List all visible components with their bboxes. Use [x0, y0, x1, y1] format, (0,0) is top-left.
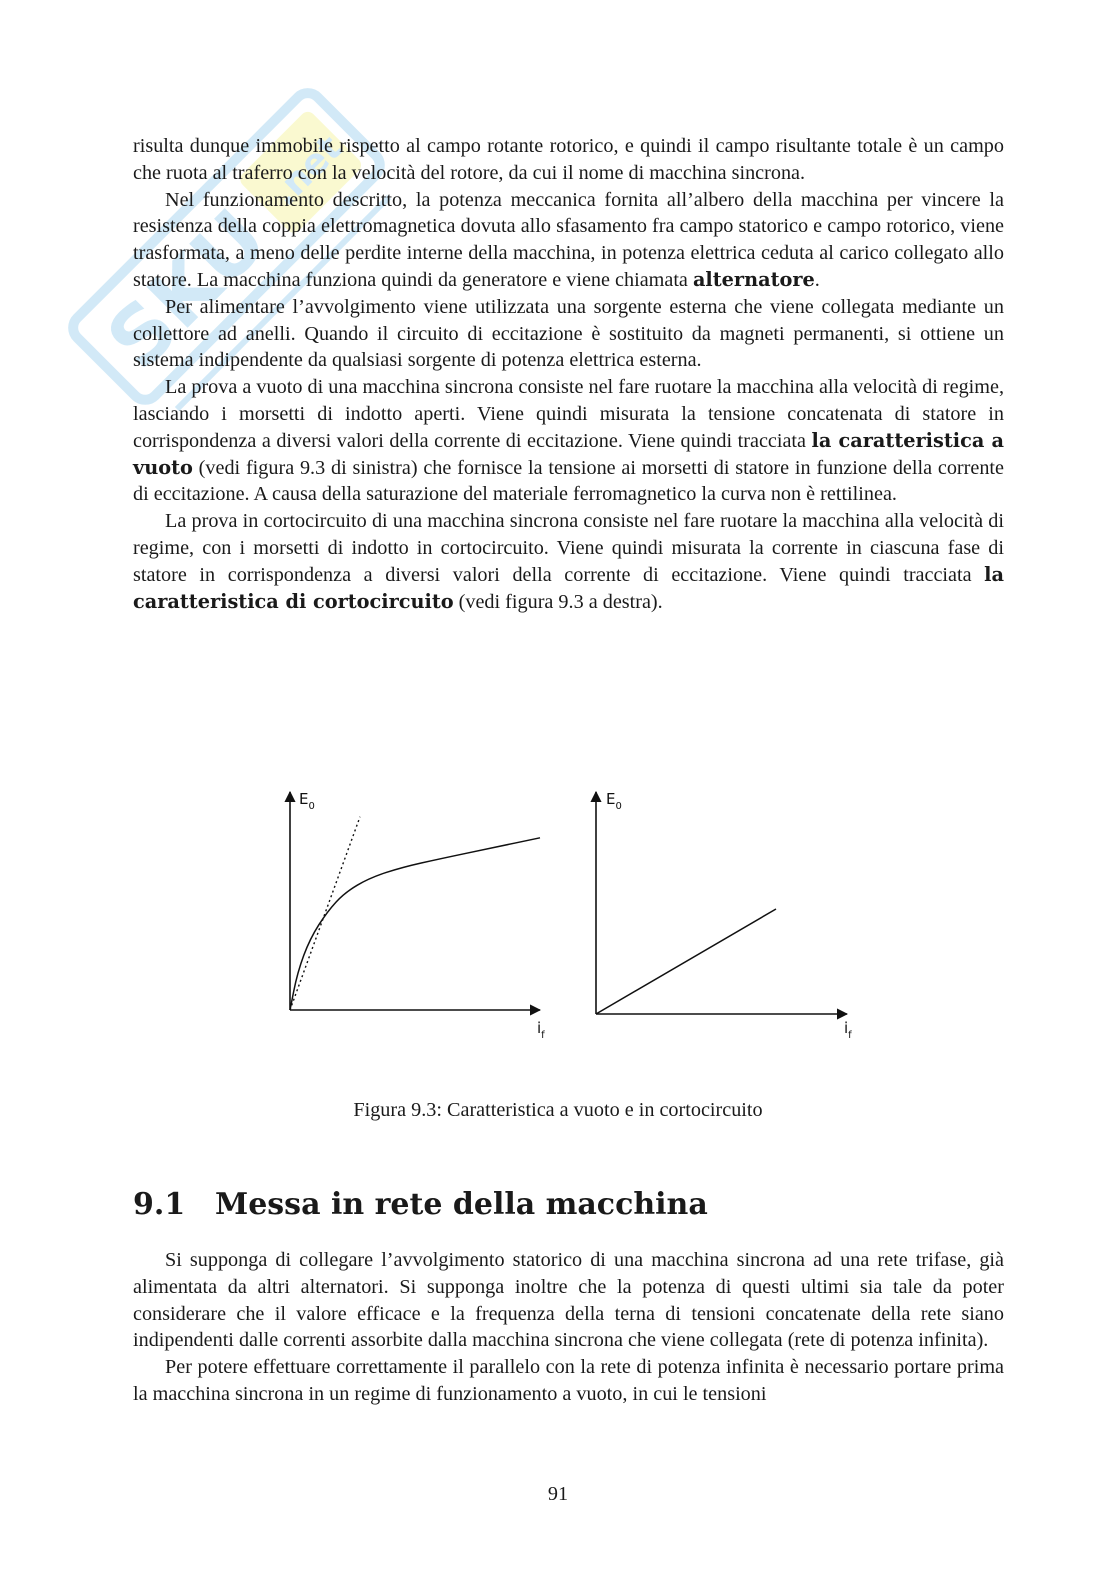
paragraph-4-text-a: La prova a vuoto di una macchina sincrona consiste nel fare ruotare la macchina alla velocità di regime, lasciando i morsetti di indotto aperti. Viene quindi misurata la tensione concatenata di statore in corrispondenza a diversi valori della corrente di eccitazione. Viene quindi tracciata — [133, 376, 1004, 452]
chart-right-y-label: $E_0$ — [606, 790, 622, 812]
chart-right-short-circuit — [596, 790, 852, 1041]
term-alternatore: alternatore — [692, 267, 815, 291]
paragraph-4-text-b: (vedi figura 9.3 di sinistra) che fornisce la tensione ai morsetti di statore in funzione della corrente di eccitazione. A causa della saturazione del materiale ferromagnetico la curva non è rettilinea. — [133, 456, 1004, 506]
term-caratteristica-cortocircuito: la caratteristica di cortocircuito — [133, 562, 1004, 613]
paragraph-5-text-b: (vedi figura 9.3 a destra). — [453, 590, 663, 613]
paragraph-1: risulta dunque immobile rispetto al campo rotante rotorico, e quindi il campo risultante totale è un campo che ruota al traferro con la velocità del rotore, da cui il nome di macchina sincrona. — [133, 135, 1004, 184]
chart-left-y-label: $E_0$ — [299, 790, 315, 812]
paragraph-5-text-a: La prova in cortocircuito di una macchina sincrona consiste nel fare ruotare la macchina alla velocità di regime, con i morsetti di indotto in cortocircuito. Viene quindi misurata la corrente in ciascuna fase di statore in corrispondenza a diversi valori della corrente di eccitazione. Viene quindi tracciata — [133, 510, 1004, 586]
section-heading — [133, 1187, 708, 1222]
paragraph-3: Per alimentare l’avvolgimento viene utilizzata una sorgente esterna che viene collegata mediante un collettore ad anelli. Quando il circuito di eccitazione è sostituito da magneti permanenti, si ottiene un sistema indipendente da qualsiasi sorgente di potenza elettrica esterna. — [133, 295, 1004, 372]
svg-text:.net: .net — [263, 127, 351, 214]
section-paragraph-1: Si supponga di collegare l’avvolgimento statorico di una macchina sincrona ad una rete trifase, già alimentata da altri alternatori. Si supponga inoltre che la potenza di questi ultimi sia tale da poter considerare che il valore efficace e la frequenza della terna di tensioni concatenate della rete siano indipendenti dalle correnti assorbite dalla macchina sincrona che viene collegata (rete di potenza infinita). — [133, 1249, 1004, 1352]
paragraph-2 — [133, 187, 1004, 294]
page-number: 91 — [547, 1483, 569, 1505]
chart-right-series-short-circuit-line — [596, 909, 776, 1014]
svg-text:SKU: SKU — [89, 191, 285, 388]
term-caratteristica-a-vuoto: la caratteristica a vuoto — [133, 428, 1004, 479]
figure-9-3 — [265, 780, 865, 1050]
section-title: Messa in rete della macchina — [215, 1187, 708, 1222]
paragraph-4 — [133, 374, 1004, 508]
figure-caption: Figura 9.3: Caratteristica a vuoto e in cortocircuito — [353, 1099, 763, 1121]
section-number: 9.1 — [133, 1187, 186, 1222]
chart-right-x-label: $i_f$ — [844, 1019, 852, 1041]
section-body — [133, 1247, 1004, 1408]
paragraph-2-end: . — [814, 268, 820, 291]
paragraph-5 — [133, 508, 1004, 615]
section-paragraph-2: Per potere effettuare correttamente il parallelo con la rete di potenza infinita è necessario portare prima la macchina sincrona in un regime di funzionamento a vuoto, in cui le tensioni — [133, 1356, 1004, 1405]
chart-left-series-no-load-curve — [290, 838, 540, 1010]
chart-left-series-air-gap-line — [290, 817, 360, 1010]
chart-left-open-circuit — [290, 790, 545, 1041]
body-text — [133, 133, 1004, 615]
paragraph-2-text: Nel funzionamento descritto, la potenza meccanica fornita all’albero della macchina per vincere la resistenza della coppia elettromagnetica dovuta allo sfasamento fra campo statorico e campo rotorico, viene trasformata, a meno delle perdite interne della macchina, in potenza elettrica ceduta al carico collegato allo statore. La macchina funziona quindi da generatore e viene chiamata — [133, 188, 1004, 291]
chart-left-x-label: $i_f$ — [537, 1019, 545, 1041]
